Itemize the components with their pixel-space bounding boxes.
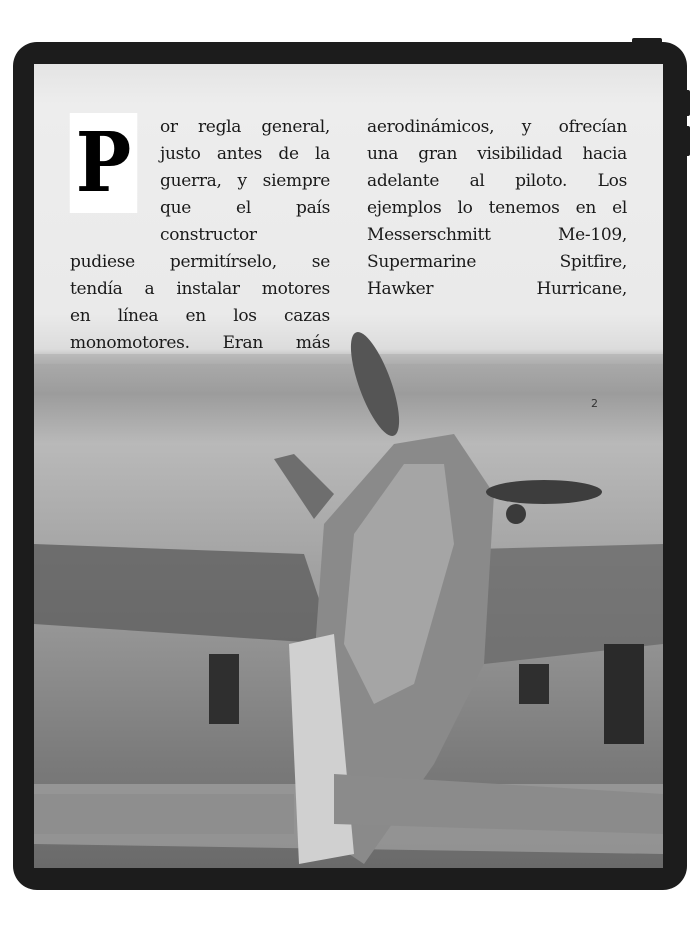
text-line: Hawker Hurricane, [367, 279, 627, 299]
ebook-page[interactable] [34, 64, 663, 868]
text-line: pudiese permitírselo, se [70, 252, 330, 272]
text-line: Messerschmitt Me-109, [367, 225, 627, 245]
text-line: monomotores. Eran más [70, 333, 330, 353]
text-line: aerodinámicos, y ofrecían [367, 117, 627, 137]
text-line: constructor [160, 225, 257, 245]
drop-cap: P [70, 113, 138, 213]
text-line: Supermarine Spitfire, [367, 252, 627, 272]
text-line: que el país [160, 198, 330, 218]
text-line: or regla general, [160, 117, 330, 137]
column-1 [70, 249, 330, 357]
text-line: en línea en los cazas [70, 306, 330, 326]
text-line: ejemplos lo tenemos en el [367, 198, 627, 218]
text-line: adelante al piloto. Los [367, 171, 627, 191]
volume-down-button[interactable] [683, 126, 690, 156]
text-line: guerra, y siempre [160, 171, 330, 191]
text-line: tendía a instalar motores [70, 279, 330, 299]
text-line: justo antes de la [160, 144, 330, 164]
column-1-beside-cap [160, 114, 330, 249]
text-line: una gran visibilidad hacia [367, 144, 627, 164]
column-2 [367, 114, 627, 303]
page-number: 2 [591, 397, 598, 410]
volume-up-button[interactable] [683, 90, 690, 116]
power-button[interactable] [632, 38, 662, 46]
